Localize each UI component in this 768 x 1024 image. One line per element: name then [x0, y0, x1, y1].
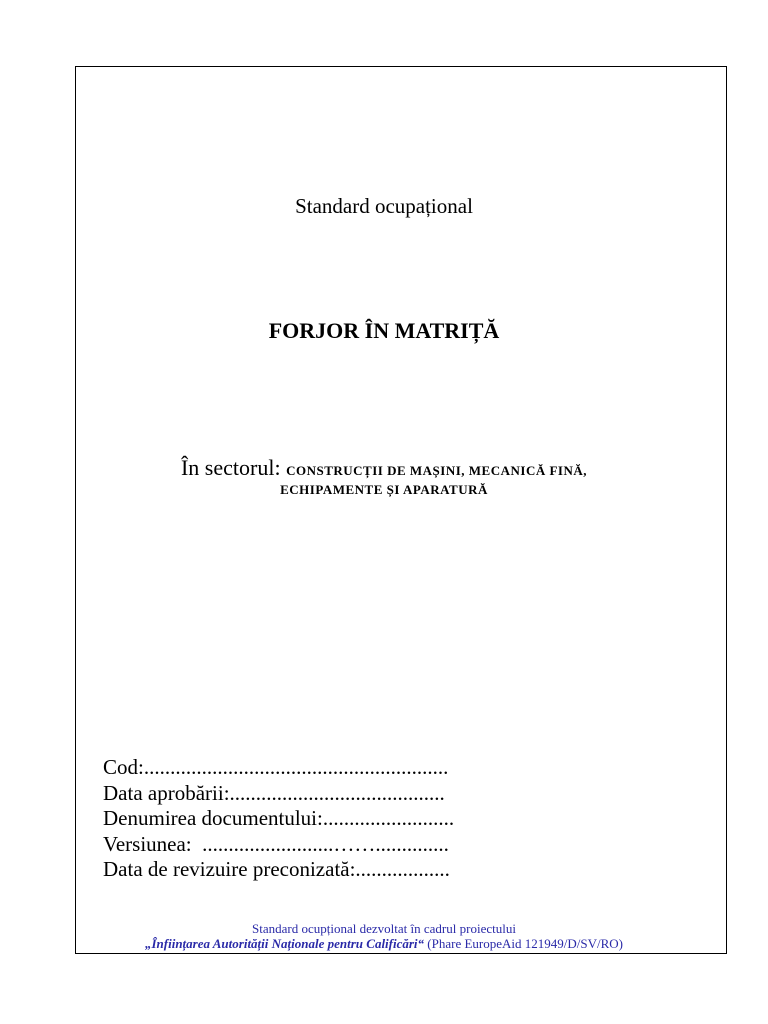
- field-cod: Cod:..........................................................: [103, 755, 449, 779]
- document-fields: [103, 755, 454, 883]
- field-versiunea: Versiunea: .........................……..............: [103, 831, 449, 856]
- footer-line1: Standard ocupțional dezvoltat în cadrul proiectului: [252, 921, 516, 936]
- document-title: FORJOR ÎN MATRIȚĂ: [268, 318, 500, 343]
- sector-name-line2: ECHIPAMENTE ȘI APARATURĂ: [280, 482, 488, 497]
- sector-separator: :: [274, 455, 287, 480]
- footer-line2: [0, 936, 768, 951]
- footer-note: [0, 921, 768, 951]
- sector-label: În sectorul: [180, 455, 275, 480]
- field-denumirea-documentului: Denumirea documentului:.........................: [103, 806, 455, 830]
- field-data-revizuire: Data de revizuire preconizată:..................: [103, 857, 450, 881]
- footer-project-name: „Înființarea Autorității Naționale pentru Calificări“: [144, 936, 425, 951]
- document-type-label: Standard ocupațional: [295, 194, 473, 218]
- field-data-aprobarii: Data aprobării:.........................................: [103, 780, 445, 805]
- footer-project-ref: (Phare EuropeAid 121949/D/SV/RO): [424, 936, 623, 951]
- sector-name-line1: CONSTRUCȚII DE MAȘINI, MECANICĂ FINĂ,: [286, 463, 587, 478]
